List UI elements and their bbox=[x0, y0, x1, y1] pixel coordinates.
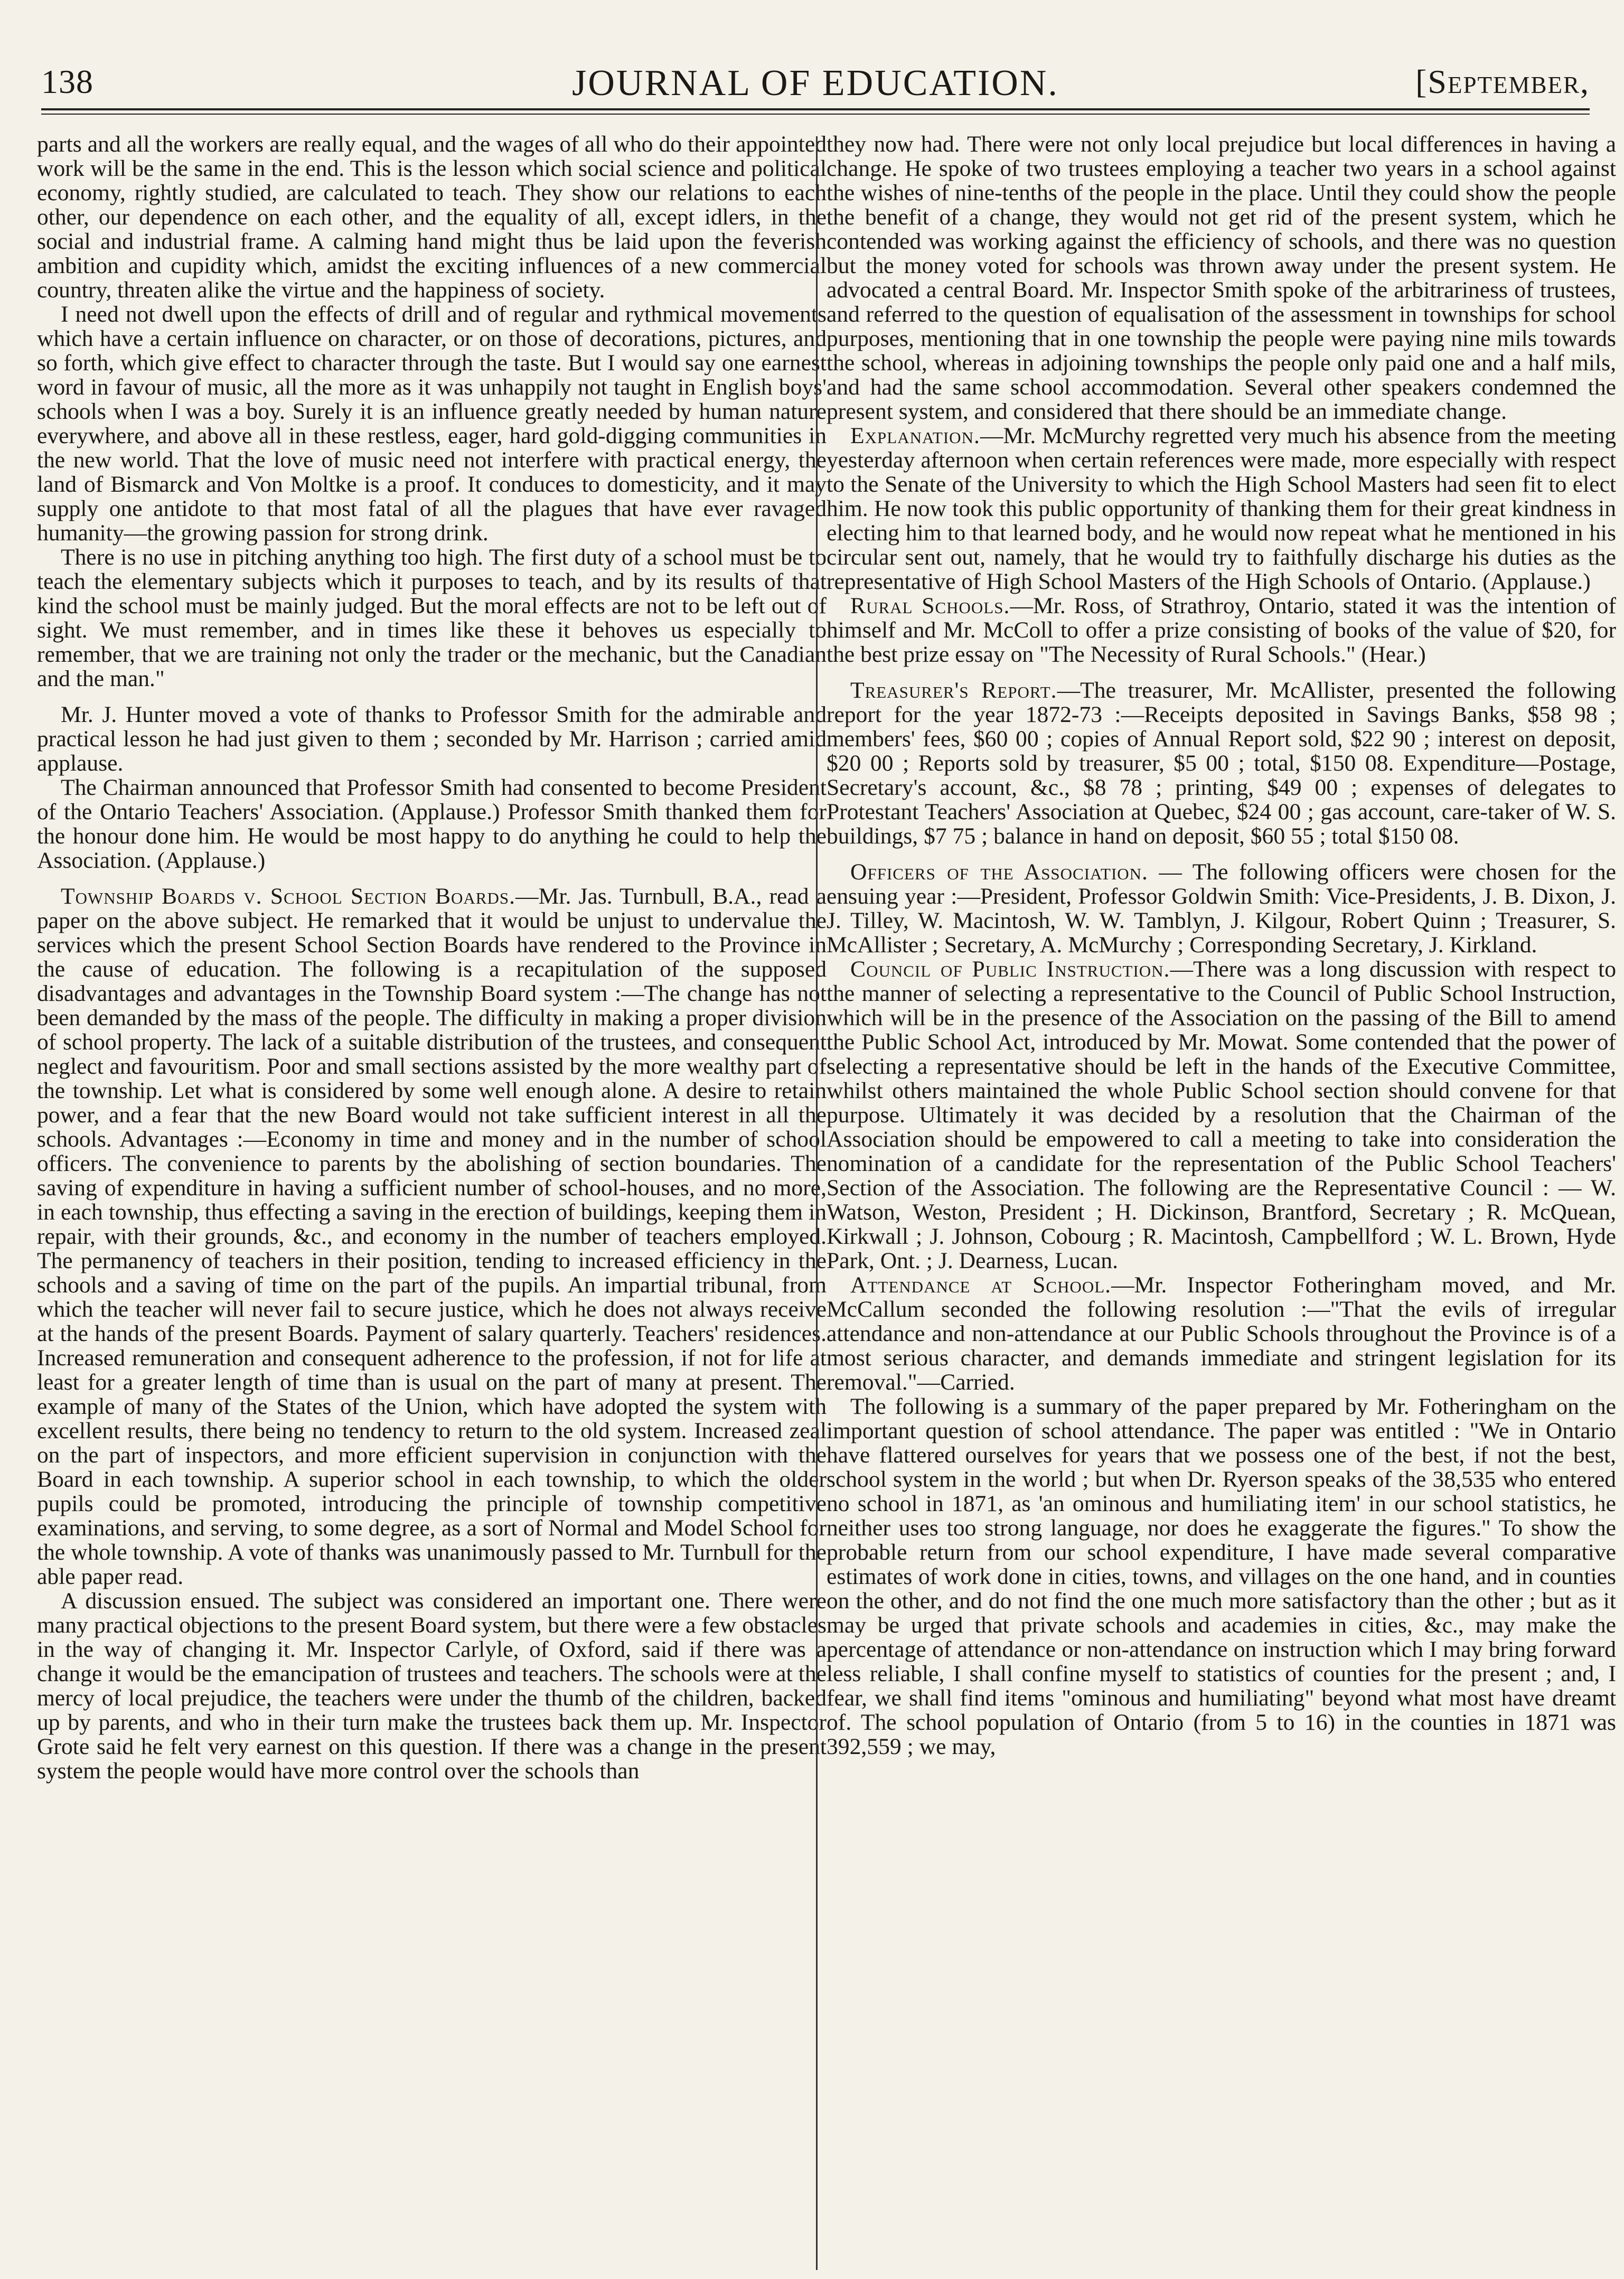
column-divider bbox=[816, 136, 818, 2270]
section-attendance bbox=[827, 1273, 1616, 1394]
header-rule-thin bbox=[41, 114, 1590, 115]
left-column bbox=[37, 132, 827, 2268]
section-heading: Rural Schools. bbox=[850, 593, 1010, 618]
section-body: — The following officers were chosen for the ensuing year :—President, Professor Goldwin Smith: Vice-Presidents, J. B. Dixon, J. J. Tilley, W. Macintosh, W. W. Tamblyn, J. Kilgour, Robert Quinn ; Treasurer, S. McAllister ; Secretary, A. McMurchy ; Corresponding Secretary, J. Kirkland. bbox=[827, 859, 1616, 958]
paragraph: There is no use in pitching anything too high. The first duty of a school must be to teach the elementary subjects which it purposes to teach, and by its results of that kind the school must be mainly judged. But the moral effects are not to be left out of sight. We must remember, and in times like these it behoves us especially to remember, that we are training not only the trader or the mechanic, but the Canadian and the man." bbox=[37, 545, 827, 691]
section-explanation bbox=[827, 424, 1616, 594]
section-treasurers-report bbox=[827, 678, 1616, 848]
section-officers bbox=[827, 860, 1616, 957]
section-body: —Mr. Ross, of Strathroy, Ontario, stated it was the intention of himself and Mr. McColl to offer a prize consisting of books of the value of $20, for the best prize essay on "The Necessity of Rural Schools." (Hear.) bbox=[827, 593, 1616, 667]
paragraph: Mr. J. Hunter moved a vote of thanks to Professor Smith for the admirable and practical lesson he had just given to them ; seconded by Mr. Harrison ; carried amid applause. bbox=[37, 702, 827, 776]
section-township-boards bbox=[37, 884, 827, 1589]
section-heading: Council of Public Instruction. bbox=[850, 956, 1170, 982]
header-rule bbox=[41, 108, 1590, 110]
section-heading: Explanation. bbox=[850, 423, 980, 448]
section-body: —Mr. Jas. Turnbull, B.A., read a paper on the above subject. He remarked that it would be unjust to undervalue the services which the present School Section Boards have rendered to the Province in the cause of education. The following is a recapitulation of the supposed disadvantages and advantages in the Township Board system :—The change has not been demanded by the mass of the people. The difficulty in making a proper division of school property. The lack of a suitable distribution of the trustees, and consequent neglect and favouritism. Poor and small sections assisted by the more wealthy part of the township. Let what is considered by some well enough alone. A desire to retain power, and a fear that the new Board would not take sufficient interest in all the schools. Advantages :—Economy in time and money and in the number of school officers. The convenience to parents by the abolishing of section boundaries. The saving of expenditure in having a sufficient number of school-houses, and no more, in each township, thus effecting a saving in the erection of buildings, keeping them in repair, with their grounds, &c., and economy in the number of teachers employed. The permanency of teachers in their position, tending to increased efficiency in the schools and a saving of time on the part of the pupils. An impartial tribunal, from which the teacher will never fail to secure justice, which he does not always receive at the hands of the present Boards. Payment of salary quarterly. Teachers' residences. Increased remuneration and consequent adherence to the profession, if not for life at least for a greater length of time than is usual on the part of many at present. The example of many of the States of the Union, which have adopted the system with excellent results, there being no tendency to return to the old system. Increased zeal on the part of inspectors, and more efficient supervision in conjunction with the Board in each township. A superior school in each township, to which the older pupils could be promoted, introducing the principle of township competitive examinations, and serving, to some degree, as a sort of Normal and Model School for the whole township. A vote of thanks was unanimously passed to Mr. Turnbull for the able paper read. bbox=[37, 884, 827, 1589]
section-rural-schools bbox=[827, 594, 1616, 667]
paragraph: A discussion ensued. The subject was considered an important one. There were many practical objections to the present Board system, but there were a few obstacles in the way of changing it. Mr. Inspector Carlyle, of Oxford, said if there was a change it would be the emancipation of trustees and teachers. The schools were at the mercy of local prejudice, the teachers were under the thumb of the children, backed up by parents, and who in their turn make the trustees back them up. Mr. Inspector Grote said he felt very earnest on this question. If there was a change in the present system the people would have more control over the schools than bbox=[37, 1588, 827, 1784]
running-header bbox=[41, 62, 1590, 105]
section-heading: Township Boards v. School Section Boards. bbox=[61, 884, 515, 909]
paragraph: parts and all the workers are really equal, and the wages of all who do their appointed work will be the same in the end. This is the lesson which social science and political economy, rightly studied, are calculated to teach. They show our relations to each other, our dependence on each other, and the equality of all, except idlers, in the social and industrial frame. A calming hand might thus be laid upon the feverish ambition and cupidity which, amidst the exciting influences of a new commercial country, threaten alike the virtue and the happiness of society. bbox=[37, 132, 827, 303]
section-body: —The treasurer, Mr. McAllister, presented the following report for the year 1872-73 :—Receipts deposited in Savings Banks, $58 98 ; members' fees, $60 00 ; copies of Annual Report sold, $22 90 ; interest on deposit, $20 00 ; Reports sold by treasurer, $5 00 ; total, $150 08. Expenditure—Postage, Secretary's account, &c., $8 78 ; printing, $49 00 ; expenses of delegates to Protestant Teachers' Association at Quebec, $24 00 ; gas account, care-taker of W. S. buildings, $7 75 ; balance in hand on deposit, $60 55 ; total $150 08. bbox=[827, 678, 1616, 849]
paragraph: The following is a summary of the paper prepared by Mr. Fotheringham on the important question of school attendance. The paper was entitled : "We in Ontario have flattered ourselves for years that we possess one of the best, if not the best, school system in the world ; but when Dr. Ryerson speaks of the 38,535 who entered no school in 1871, as 'an ominous and humiliating item' in our school statistics, he neither uses too strong language, nor does he exaggerate the figures." To show the probable return from our school expenditure, I have made several comparative estimates of work done in cities, towns, and villages on the one hand, and in counties on the other, and do not find the one much more satisfactory than the other ; but as it may be urged that private schools and academies in cities, &c., may make the percentage of attendance or non-attendance on instruction which I may bring forward less reliable, I shall confine myself to statistics of counties for the present ; and, I fear, we shall find items "ominous and humiliating" beyond what most have dreamt of. The school population of Ontario (from 5 to 16) in the counties in 1871 was 392,559 ; we may, bbox=[827, 1394, 1616, 1759]
section-body: —Mr. McMurchy regretted very much his absence from the meeting yesterday afternoon when certain references were made, more especially with respect to the Senate of the University to which the High School Masters had seen fit to elect him. He now took this public opportunity of thanking them for their great kindness in electing him to that learned body, and he would now repeat what he mentioned in his circular sent out, namely, that he would try to faithfully discharge his duties as the representative of High School Masters of the High Schools of Ontario. (Applause.) bbox=[827, 423, 1616, 594]
paragraph: The Chairman announced that Professor Smith had consented to become President of the Ontario Teachers' Association. (Applause.) Professor Smith thanked them for the honour done him. He would be most happy to do anything he could to help the Association. (Applause.) bbox=[37, 775, 827, 873]
section-body: —There was a long discussion with respect to the manner of selecting a representative to the Council of Public School Instruction, which will be in the presence of the Association on the passing of the Bill to amend the Public School Act, introduced by Mr. Mowat. Some contended that the power of selecting a representative should be left in the hands of the Executive Committee, whilst others maintained the whole Public School section should convene for that purpose. Ultimately it was decided by a resolution that the Chairman of the Association should be empowered to call a meeting to take into consideration the nomination of a candidate for the representation of the Public School Teachers' Section of the Association. The following are the Representative Council : — W. Watson, Weston, President ; H. Dickinson, Brantford, Secretary ; R. McQuean, Kirkwall ; J. Johnson, Cobourg ; R. Macintosh, Campbellford ; W. L. Brown, Hyde Park, Ont. ; J. Dearness, Lucan. bbox=[827, 956, 1616, 1273]
issue-month: [September, bbox=[1415, 63, 1590, 100]
section-heading: Attendance at School. bbox=[850, 1272, 1112, 1298]
section-heading: Officers of the Association. bbox=[850, 859, 1148, 885]
paragraph: I need not dwell upon the effects of drill and of regular and rythmical movements which have a certain influence on character, or on those of decorations, pictures, and so forth, which give effect to character through the taste. But I would say one earnest word in favour of music, all the more as it was unhappily not taught in English boys' schools when I was a boy. Surely it is an influence greatly needed by human nature everywhere, and above all in these restless, eager, hard gold-digging communities in the new world. That the love of music need not interfere with practical energy, the land of Bismarck and Von Moltke is a proof. It conduces to domesticity, and it may supply one antidote to that most fatal of all the plagues that have ever ravaged humanity—the growing passion for strong drink. bbox=[37, 302, 827, 546]
right-column bbox=[827, 132, 1616, 2268]
section-council bbox=[827, 957, 1616, 1273]
journal-title: JOURNAL OF EDUCATION. bbox=[572, 63, 1059, 104]
section-body: —Mr. Inspector Fotheringham moved, and Mr. McCallum seconded the following resolution :—"That the evils of irregular attendance and non-attendance at our Public Schools throughout the Province is of a most serious character, and demands immediate and stringent legislation for its removal."—Carried. bbox=[827, 1272, 1616, 1395]
page-number: 138 bbox=[41, 63, 93, 100]
paragraph: they now had. There were not only local prejudice but local differences in having a change. He spoke of two trustees employing a teacher two years in a school against the wishes of nine-tenths of the people in the place. Until they could show the people the benefit of a change, they would not get rid of the present system, which he contended was working against the efficiency of schools, and there was no question but the money voted for schools was thrown away under the present system. He advocated a central Board. Mr. Inspector Smith spoke of the arbitrariness of trustees, and referred to the question of equalisation of the assessment in townships for school purposes, mentioning that in one township the people were paying nine mils towards the school, whereas in adjoining townships the people only paid one and a half mils, and had the same school accommodation. Several other speakers condemned the present system, and considered that there should be an immediate change. bbox=[827, 132, 1616, 424]
section-heading: Treasurer's Report. bbox=[850, 678, 1057, 703]
